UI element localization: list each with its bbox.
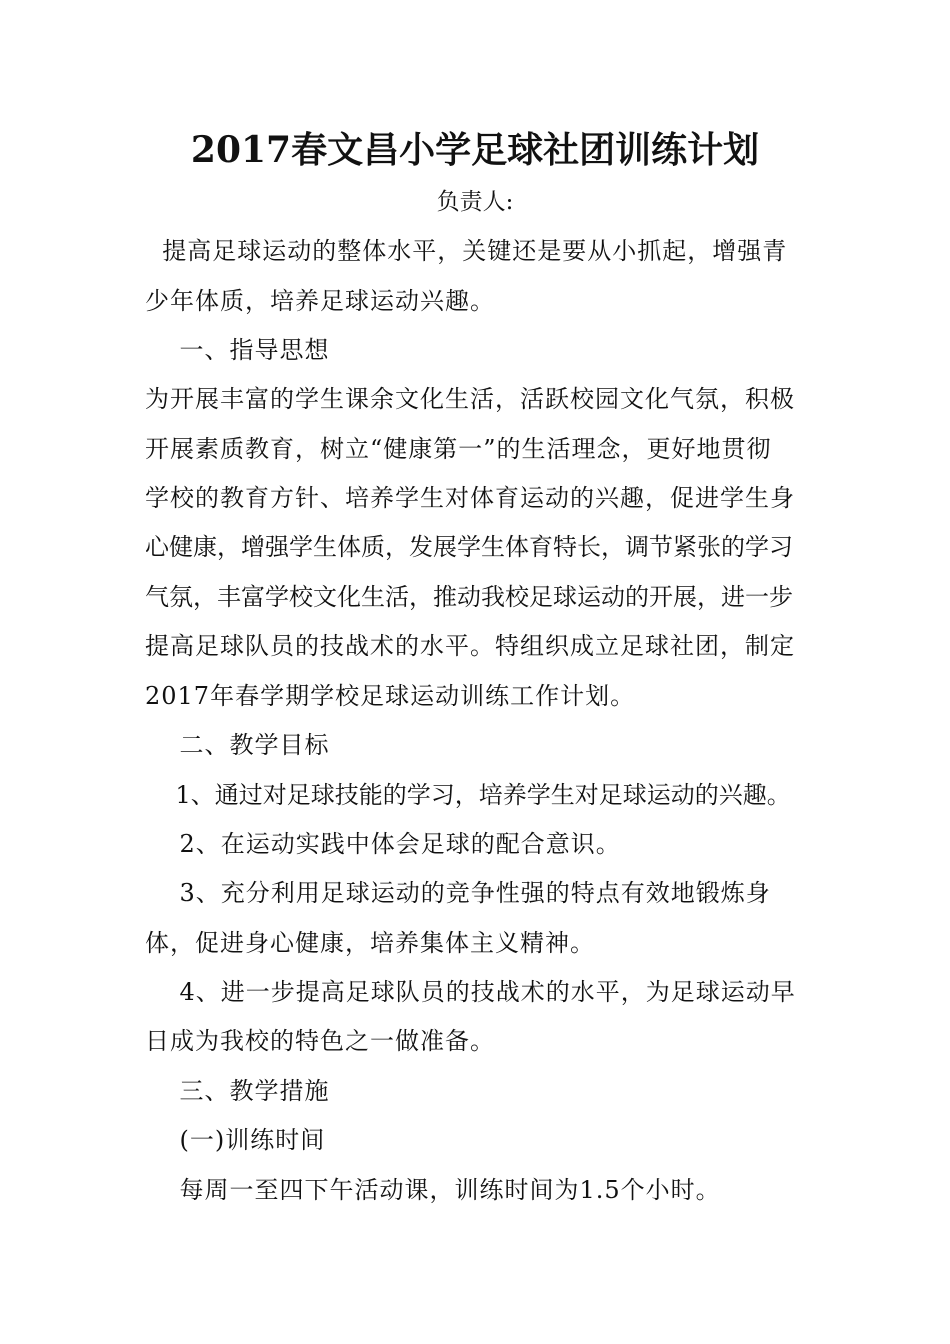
paragraph-line: 学校的教育方针、培养学生对体育运动的兴趣，促进学生身 — [145, 484, 795, 512]
paragraph-line: 体，促进身心健康，培养集体主义精神。 — [145, 929, 595, 957]
paragraph-line: 提高足球队员的技战术的水平。特组织成立足球社团，制定 — [145, 632, 795, 660]
section-heading: 二、教学目标 — [145, 731, 330, 759]
list-item: 2、在运动实践中体会足球的配合意识。 — [145, 830, 621, 858]
document-title: 2017春文昌小学足球社团训练计划 — [190, 129, 760, 171]
paragraph-line: 开展素质教育，树立“健康第一”的生活理念，更好地贯彻 — [145, 435, 772, 463]
paragraph-line: 少年体质，培养足球运动兴趣。 — [145, 287, 495, 315]
paragraph-line: 心健康，增强学生体质，发展学生体育特长，调节紧张的学习 — [145, 533, 793, 561]
section-heading: 三、教学措施 — [145, 1077, 330, 1105]
paragraph-line: 日成为我校的特色之一做准备。 — [145, 1027, 495, 1055]
paragraph-line: 为开展丰富的学生课余文化生活，活跃校园文化气氛，积极 — [145, 385, 795, 413]
list-item: 1、通过对足球技能的学习，培养学生对足球运动的兴趣。 — [145, 781, 791, 809]
responsible-person-label: 负责人: — [436, 189, 514, 215]
paragraph-line: 提高足球运动的整体水平，关键还是要从小抓起，增强青 — [145, 237, 788, 265]
paragraph-line: 每周一至四下午活动课，训练时间为1.5个小时。 — [145, 1176, 721, 1204]
subsection-heading: (一)训练时间 — [145, 1126, 326, 1154]
list-item: 4、进一步提高足球队员的技战术的水平，为足球运动早 — [145, 978, 796, 1006]
list-item: 3、充分利用足球运动的竞争性强的特点有效地锻炼身 — [145, 879, 771, 907]
section-heading: 一、指导思想 — [145, 336, 330, 364]
paragraph-line: 气氛，丰富学校文化生活，推动我校足球运动的开展，进一步 — [145, 583, 793, 611]
paragraph-line: 2017年春学期学校足球运动训练工作计划。 — [145, 682, 636, 710]
